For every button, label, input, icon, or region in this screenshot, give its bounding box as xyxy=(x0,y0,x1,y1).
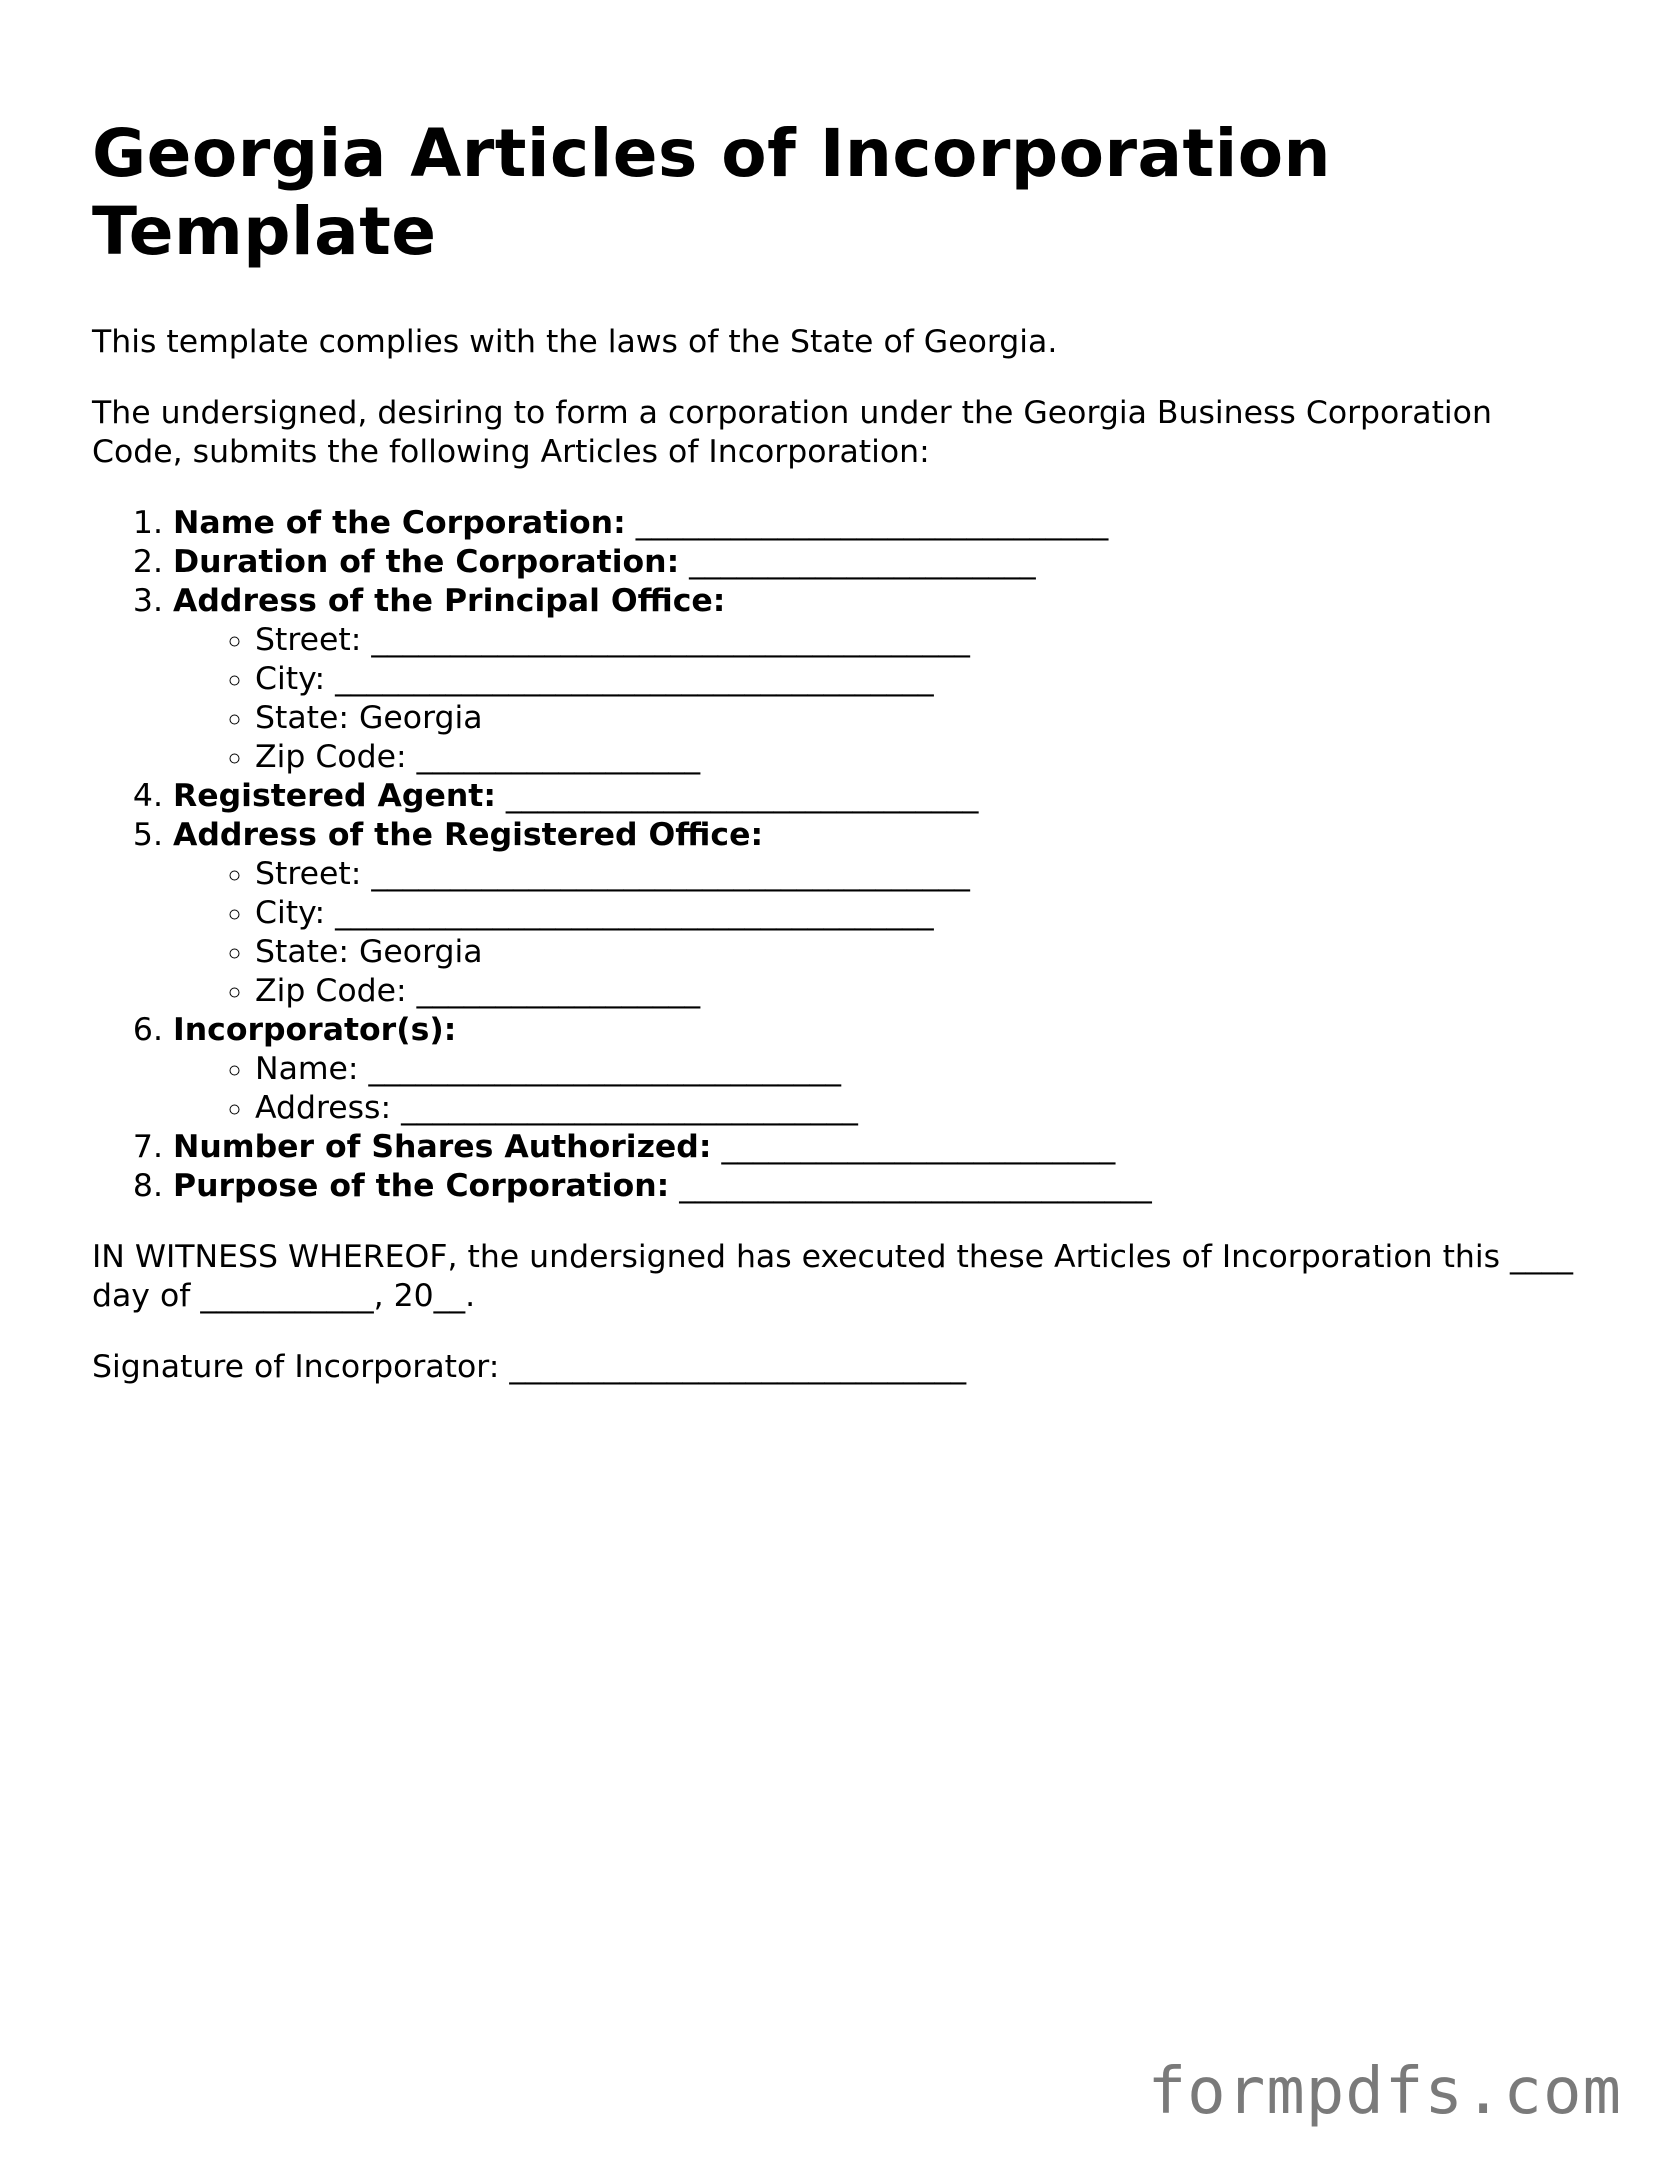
sub-item-zip: ◦ Zip Code: __________________ xyxy=(255,738,1592,777)
incorporator-fields xyxy=(173,1050,1592,1128)
document-title: Georgia Articles of Incorporation Template xyxy=(92,115,1332,270)
article-blank: ______________________________ xyxy=(495,778,979,814)
article-label: Incorporator(s): xyxy=(173,1012,457,1048)
article-item-registered-office xyxy=(173,816,1592,1011)
articles-list xyxy=(92,504,1592,1206)
sub-item-street: ◦ Street: ______________________________________ xyxy=(255,621,1592,660)
sub-item-address: ◦ Address: _____________________________ xyxy=(255,1089,1592,1128)
article-blank: _________________________ xyxy=(711,1129,1116,1165)
registered-office-fields xyxy=(173,855,1592,1011)
article-blank: ______________________________ xyxy=(625,505,1109,541)
sub-item-state: ◦ State: Georgia xyxy=(255,699,1592,738)
article-label: Name of the Corporation: xyxy=(173,505,626,541)
article-label: Address of the Principal Office: xyxy=(173,583,726,619)
sub-item-city: ◦ City: ______________________________________ xyxy=(255,660,1592,699)
sub-item-street: ◦ Street: ______________________________________ xyxy=(255,855,1592,894)
article-item-shares xyxy=(173,1128,1592,1167)
compliance-statement: This template complies with the laws of the State of Georgia. xyxy=(92,324,1058,360)
watermark: formpdfs.com xyxy=(1147,2055,1622,2129)
intro-paragraph: The undersigned, desiring to form a corporation under the Georgia Business Corporation Code, submits the following Articles of Incorporation: xyxy=(92,395,1492,470)
article-blank: ______________________ xyxy=(679,544,1036,580)
article-label: Number of Shares Authorized: xyxy=(173,1129,712,1165)
article-item-principal-office xyxy=(173,582,1592,777)
article-label: Registered Agent: xyxy=(173,778,496,814)
article-label: Purpose of the Corporation: xyxy=(173,1168,670,1204)
article-item-purpose xyxy=(173,1167,1592,1206)
article-blank: ______________________________ xyxy=(669,1168,1152,1204)
article-item-registered-agent xyxy=(173,777,1592,816)
article-item-duration xyxy=(173,543,1592,582)
sub-item-zip: ◦ Zip Code: __________________ xyxy=(255,972,1592,1011)
principal-office-fields xyxy=(173,621,1592,777)
witness-statement: IN WITNESS WHEREOF, the undersigned has executed these Articles of Incorporation this ____ day of ___________, 20__. xyxy=(92,1239,1574,1314)
article-label: Address of the Registered Office: xyxy=(173,817,764,853)
document-page xyxy=(92,115,1592,1387)
sub-item-state: ◦ State: Georgia xyxy=(255,933,1592,972)
sub-item-city: ◦ City: ______________________________________ xyxy=(255,894,1592,933)
signature-line: Signature of Incorporator: _____________________________ xyxy=(92,1349,967,1385)
article-label: Duration of the Corporation: xyxy=(173,544,680,580)
sub-item-name: ◦ Name: ______________________________ xyxy=(255,1050,1592,1089)
article-item-name xyxy=(173,504,1592,543)
article-item-incorporators xyxy=(173,1011,1592,1128)
